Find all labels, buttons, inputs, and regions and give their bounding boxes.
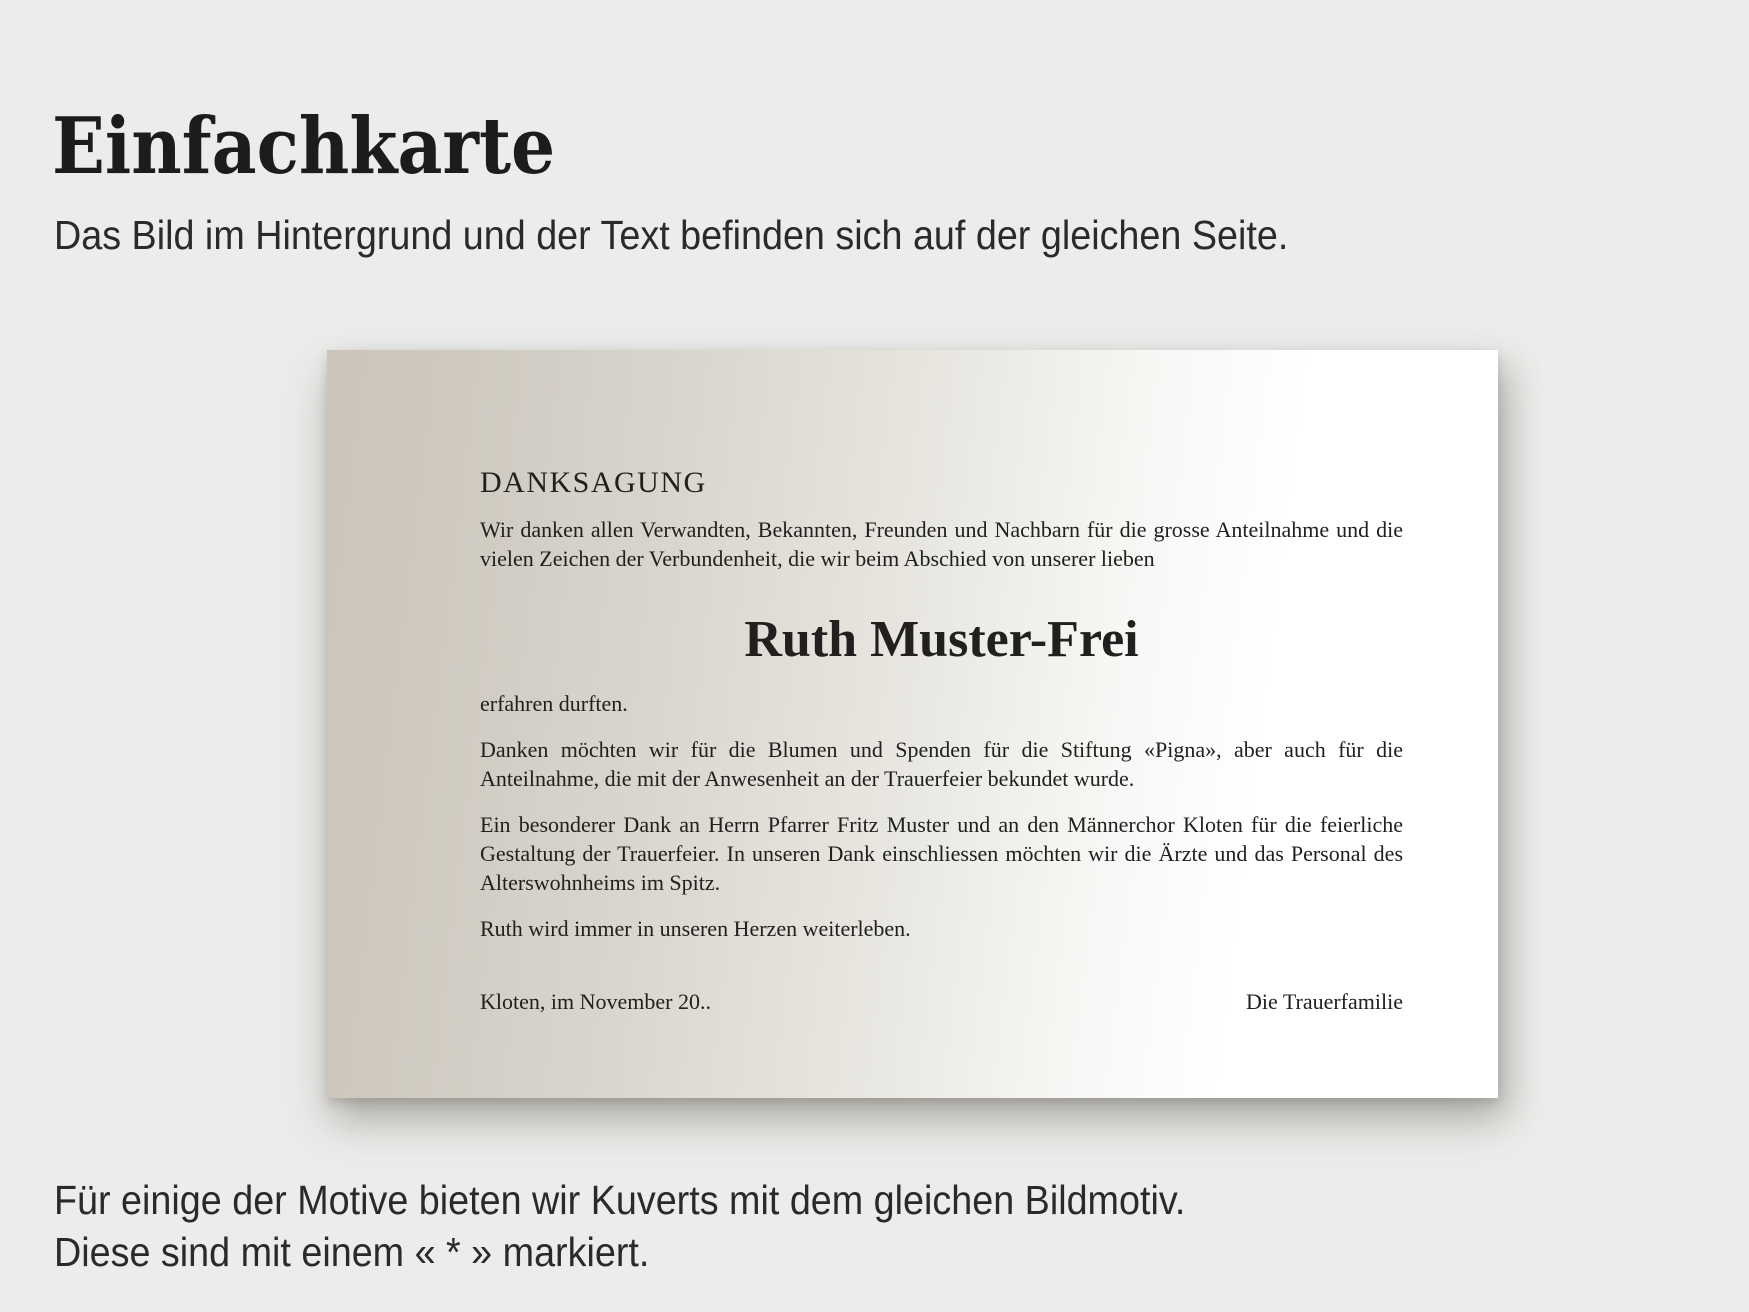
- card-paragraph-intro: Wir danken allen Verwandten, Bekannten, Freunden und Nachbarn für die grosse Anteilnahme und die vielen Zeichen der Verbundenheit, die wir beim Abschied von unserer lieben: [480, 517, 1403, 571]
- card-deceased-name: Ruth Muster-Frei: [744, 611, 1139, 668]
- page-footer-line-2-text: Diese sind mit einem « * » markiert.: [54, 1229, 650, 1275]
- page-title: [52, 101, 617, 193]
- card-place-date: Kloten, im November 20..: [480, 989, 711, 1014]
- card-paragraph-continuation: erfahren durften.: [480, 691, 628, 716]
- page-subtitle: [54, 210, 1396, 261]
- card-paragraph-thanks: Ein besonderer Dank an Herrn Pfarrer Fritz Muster und an den Männerchor Kloten für die feierliche Gestaltung der Trauerfeier. In unseren Dank einschliessen möchten wir die Ärzte und das Personal des Alterswohnheims im Spitz.: [480, 812, 1403, 895]
- page-title-text: Einfachkarte: [52, 101, 556, 193]
- page-footer: [54, 1174, 1284, 1278]
- card-preview: [327, 350, 1498, 1098]
- page-footer-line-2: [54, 1226, 1284, 1278]
- card-heading: DANKSAGUNG: [480, 466, 707, 499]
- card-paragraph-donations: Danken möchten wir für die Blumen und Spenden für die Stiftung «Pigna», aber auch für die Anteilnahme, die mit der Anwesenheit an der Trauerfeier bekundet wurde.: [480, 737, 1403, 791]
- page-footer-line-1-text: Für einige der Motive bieten wir Kuverts mit dem gleichen Bildmotiv.: [54, 1177, 1186, 1223]
- page-subtitle-text: Das Bild im Hintergrund und der Text befinden sich auf der gleichen Seite.: [54, 212, 1289, 258]
- card-signature-row: [480, 987, 1403, 1016]
- page-footer-line-1: [54, 1174, 1284, 1226]
- card-signature: Die Trauerfamilie: [1245, 989, 1403, 1014]
- card-paragraph-memory: Ruth wird immer in unseren Herzen weiterleben.: [480, 916, 911, 941]
